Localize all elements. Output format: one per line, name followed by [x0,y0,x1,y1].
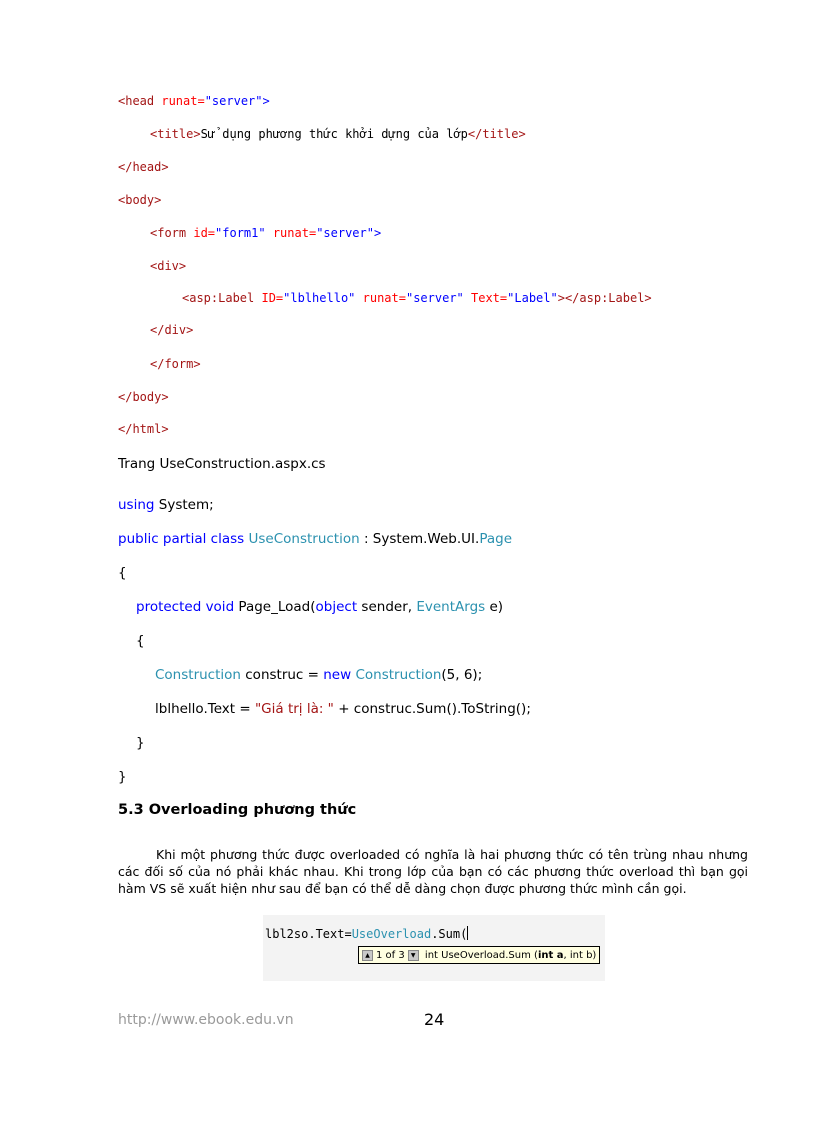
screenshot-code-line: lbl2so.Text=UseOverload.Sum( [265,927,468,941]
overload-counter: 1 of 3 [376,949,405,961]
section-heading: 5.3 Overloading phương thức [118,802,357,818]
code-line-div-open: <div> [150,259,187,273]
cs-line-brace-open: { [118,565,127,581]
parameter-info-tooltip [358,946,600,964]
section-paragraph: Khi một phương thức được overloaded có nghĩa là hai phương thức có tên trùng nhau nhưng các đối số của nó phải khác nhau. Khi trong lớp của bạn có các phương thức overload thì bạn gọi hàm VS sẽ xuất hiện như sau để bạn có thể dễ dàng chọn được phương thức mình cần gọi. [118,847,748,896]
code-line-body-open: <body> [118,193,162,207]
footer-url: http://www.ebook.edu.vn [118,1012,294,1028]
code-line-label: <asp:Label ID="lblhello" runat="server" Text="Label"></asp:Label> [182,291,652,305]
arrow-up-icon[interactable]: ▲ [362,950,373,961]
code-line-title: <title>Sử dụng phương thức khởi dựng của lớp</title> [150,127,526,141]
code-line-form-close: </form> [150,357,201,371]
code-line-head-close: </head> [118,160,169,174]
cs-line-inner-close: } [136,735,145,751]
code-line-head-open: <head runat="server"> [118,94,270,108]
text-caret [467,926,468,940]
cs-line-method: protected void Page_Load(object sender, EventArgs e) [136,599,504,615]
code-line-body-close: </body> [118,390,169,404]
arrow-down-icon[interactable]: ▼ [408,950,419,961]
cs-line-inner-open: { [136,633,145,649]
intellisense-screenshot [263,915,605,981]
overload-signature: int UseOverload.Sum (int a, int b) [424,949,597,961]
code-file-caption: Trang UseConstruction.aspx.cs [118,456,326,472]
code-line-html-close: </html> [118,422,169,436]
cs-line-using: using System; [118,497,214,513]
cs-line-assign: lblhello.Text = "Giá trị là: " + construc.Sum().ToString(); [155,701,531,717]
page-number: 24 [424,1010,445,1029]
cs-line-brace-close: } [118,769,127,785]
cs-line-class: public partial class UseConstruction : System.Web.UI.Page [118,531,513,547]
code-line-div-close: </div> [150,323,194,337]
code-line-form-open: <form id="form1" runat="server"> [150,226,382,240]
cs-line-ctor: Construction construc = new Construction(5, 6); [155,667,483,683]
